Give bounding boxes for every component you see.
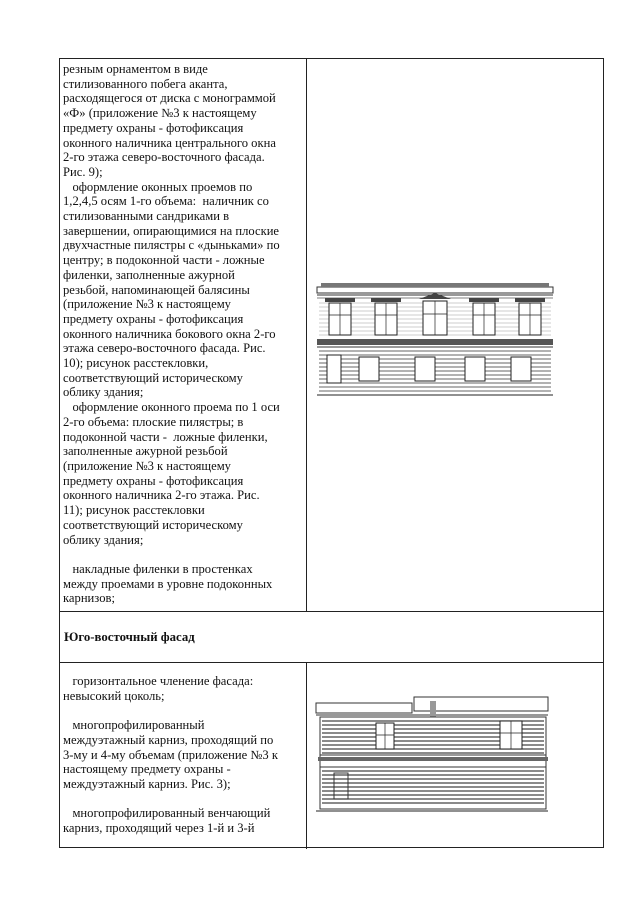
row-divider-1 (60, 611, 603, 612)
south-east-facade-drawing (314, 695, 550, 843)
text-line: облику здания; (63, 385, 144, 400)
text-line: 11); рисунок расстекловки (63, 503, 205, 518)
text-line: междуэтажный карниз, проходящий по (63, 732, 274, 747)
text-line: резьбой, напоминающей балясины (63, 282, 250, 297)
text-line: 1,2,4,5 осям 1-го объема: наличник со (63, 194, 269, 209)
text-line: оконного наличника 2-го этажа. Рис. (63, 488, 260, 503)
text-line: предмету охраны - фотофиксация (63, 473, 244, 488)
column-divider-upper (306, 59, 307, 611)
north-east-facade-drawing (315, 281, 555, 399)
text-line: карниз, проходящий через 1-й и 3-й (63, 821, 255, 836)
text-line: подоконной части - ложные филенки, (63, 429, 268, 444)
upper-text-cell (63, 62, 280, 606)
lower-text-cell (63, 674, 278, 836)
text-line: оформление оконного проема по 1 оси (63, 400, 280, 415)
text-line: горизонтальное членение фасада: (63, 674, 254, 688)
text-line: соответствующий историческому (63, 517, 243, 532)
text-line: резным орнаментом в виде (63, 62, 208, 76)
text-line: 2-го объема: плоские пилястры; в (63, 414, 244, 429)
text-line: междуэтажный карниз. Рис. 3); (63, 776, 231, 791)
text-line: филенки, заполненные ажурной (63, 267, 235, 282)
text-line: настоящему предмету охраны - (63, 762, 231, 777)
text-line: предмету охраны - фотофиксация (63, 120, 244, 135)
text-line: этажа северо-восточного фасада. Рис. (63, 341, 266, 356)
text-line: многопрофилированный венчающий (63, 806, 271, 821)
text-line: 10); рисунок расстекловки, (63, 356, 209, 371)
text-line: оконного наличника бокового окна 2-го (63, 326, 276, 341)
text-line: (приложение №3 к настоящему (63, 458, 231, 473)
text-line: соответствующий историческому (63, 370, 243, 385)
text-line: многопрофилированный (63, 718, 205, 733)
text-line: облику здания; (63, 532, 144, 547)
row-divider-2 (60, 662, 603, 663)
text-line: невысокий цоколь; (63, 688, 165, 703)
text-line: между проемами в уровне подоконных (63, 576, 273, 591)
text-line: оконного наличника центрального окна (63, 135, 276, 150)
text-line: заполненные ажурной резьбой (63, 444, 228, 459)
text-line: стилизованного побега аканта, (63, 76, 228, 91)
heritage-table (59, 58, 604, 848)
text-line: (приложение №3 к настоящему (63, 297, 231, 312)
text-line (63, 792, 278, 807)
text-line: предмету охраны - фотофиксация (63, 311, 244, 326)
text-line: завершении, опирающимися на плоские (63, 223, 280, 238)
text-line: стилизованными сандриками в (63, 209, 230, 224)
text-line: карнизов; (63, 591, 115, 606)
text-line: Рис. 9); (63, 164, 103, 179)
column-divider-lower (306, 662, 307, 849)
text-line: 3-му и 4-му объемам (приложение №3 к (63, 747, 278, 762)
text-line: оформление оконных проемов по (63, 179, 253, 194)
text-line: накладные филенки в простенках (63, 561, 253, 576)
text-line: центру; в подоконной части - ложные (63, 253, 265, 268)
text-line: двухчастные пилястры с «дыньками» по (63, 238, 280, 253)
section-heading: Юго-восточный фасад (64, 630, 195, 644)
text-line: 2-го этажа северо-восточного фасада. (63, 150, 265, 165)
text-line: «Ф» (приложение №3 к настоящему (63, 106, 257, 121)
text-line (63, 547, 280, 562)
text-line: расходящегося от диска с монограммой (63, 91, 276, 106)
text-line (63, 703, 278, 718)
